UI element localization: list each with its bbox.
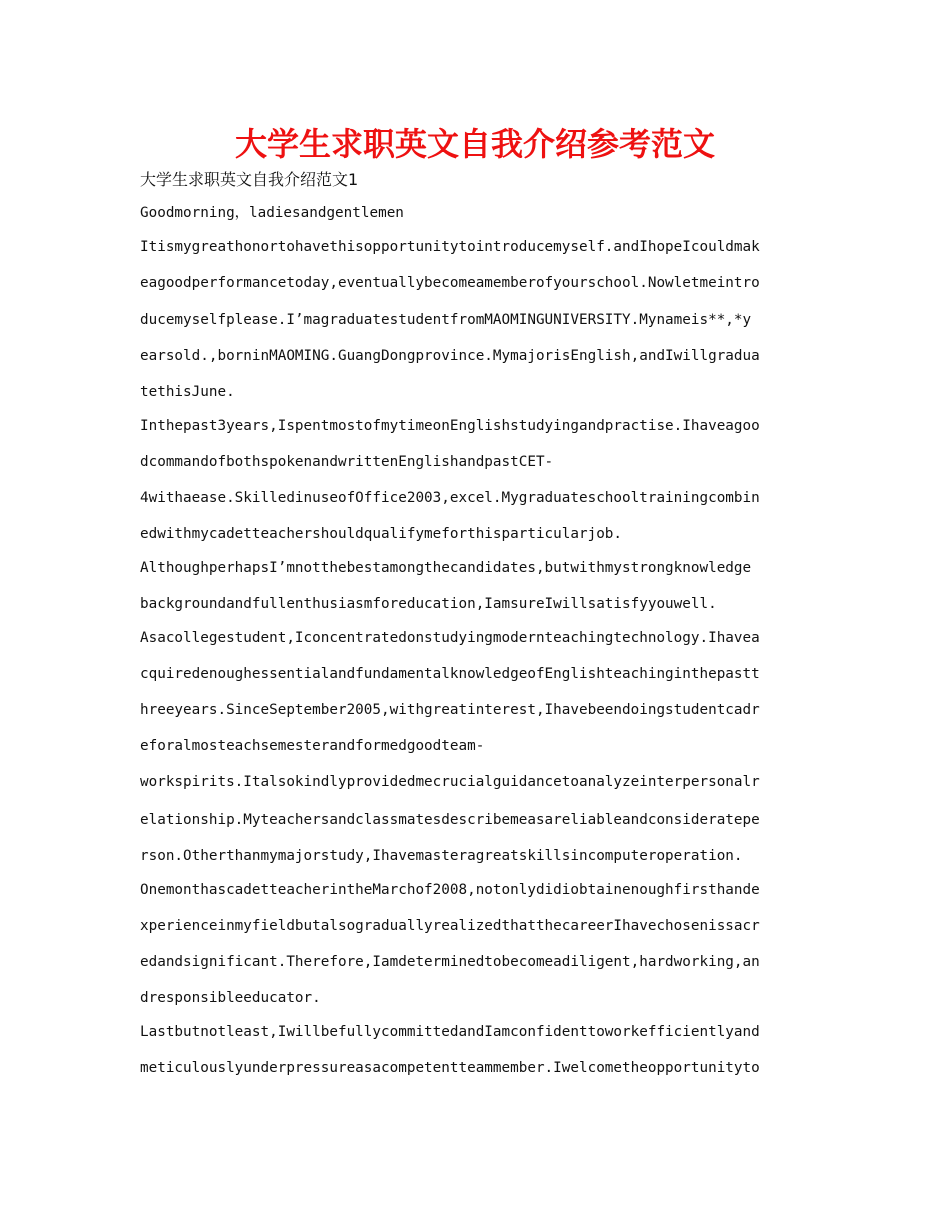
text-line: rson.Otherthanmymajorstudy,Ihavemasteragreatskillsincomputeroperation. [140,848,743,864]
text-line: hreeyears.SinceSeptember2005,withgreatinterest,Ihavebeendoingstudentcadr [140,702,760,718]
text-line: elationship.Myteachersandclassmatesdescribemeasareliableandconsideratepe [140,812,760,828]
document-title: 大学生求职英文自我介绍参考范文 [234,125,715,163]
section-heading: 大学生求职英文自我介绍范文1 [140,170,359,189]
text-line: eagoodperformancetoday,eventuallybecomeamemberofyourschool.Nowletmeintro [140,275,760,291]
text-line: Inthepast3years,IspentmostofmytimeonEnglishstudyingandpractise.Ihaveagoo [140,418,760,434]
text-line: eforalmosteachsemesterandformedgoodteam- [140,738,485,754]
text-line: 4withaease.SkilledinuseofOffice2003,excel.Mygraduateschooltrainingcombin [140,490,760,506]
text-line: edwithmycadetteachershouldqualifymeforthisparticularjob. [140,526,623,542]
text-line: Lastbutnotleast,IwillbefullycommittedandIamconfidenttoworkefficientlyand [140,1024,760,1040]
text-line: tethisJune. [140,384,235,400]
text-line: dresponsibleeducator. [140,990,321,1006]
text-line: AlthoughperhapsI’mnotthebestamongthecandidates,butwithmystrongknowledge [140,560,752,576]
text-line: OnemonthascadetteacherintheMarchof2008,notonlydidiobtainenoughfirsthande [140,882,760,898]
text-line: backgroundandfullenthusiasmforeducation,IamsureIwillsatisfyyouwell. [140,596,717,612]
text-line: Itismygreathonortohavethisopportunitytointroducemyself.andIhopeIcouldmak [140,239,760,255]
text-line: Goodmorning，ladiesandgentlemen [140,205,404,221]
text-line: earsold.,borninMAOMING.GuangDongprovince.MymajorisEnglish,andIwillgradua [140,348,760,364]
text-line: cquiredenoughessentialandfundamentalknowledgeofEnglishteachinginthepastt [140,666,760,682]
text-line: edandsignificant.Therefore,Iamdeterminedtobecomeadiligent,hardworking,an [140,954,760,970]
text-line: meticulouslyunderpressureasacompetentteammember.Iwelcometheopportunityto [140,1060,760,1076]
text-line: Asacollegestudent,Iconcentratedonstudyingmodernteachingtechnology.Ihavea [140,630,760,646]
text-line: xperienceinmyfieldbutalsograduallyrealizedthatthecareerIhavechosenissacr [140,918,760,934]
text-line: ducemyselfplease.I’magraduatestudentfromMAOMINGUNIVERSITY.Mynameis**,*y [140,312,752,328]
text-line: workspirits.Italsokindlyprovidedmecrucialguidancetoanalyzeinterpersonalr [140,774,760,790]
text-line: dcommandofbothspokenandwrittenEnglishandpastCET- [140,454,554,470]
